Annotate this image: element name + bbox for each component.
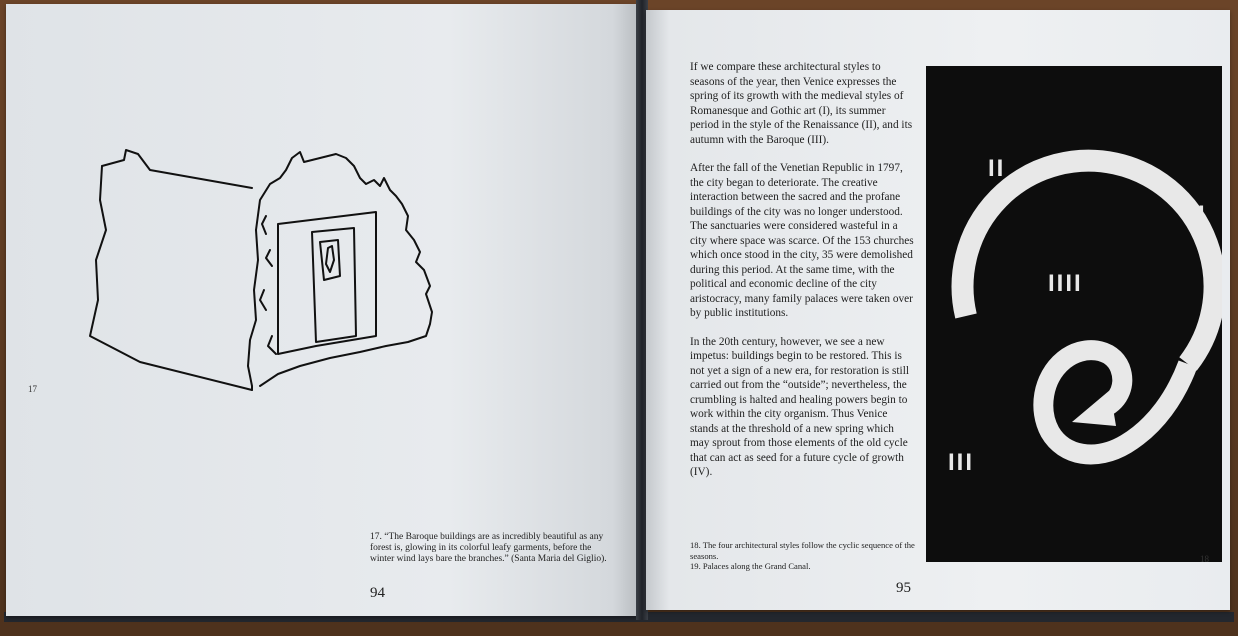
label-ii: II	[988, 155, 1006, 182]
paragraph-seasons: If we compare these architectural styles to seasons of the year, then Venice expresses the spring of its growth with the medieval styles of Romanesque and Gothic art (I), its summer period in the style of the Renaissance (II), and its autumn with the Baroque (III).	[690, 61, 913, 146]
label-iv: IIII	[1048, 270, 1083, 297]
label-i: I	[1198, 201, 1205, 228]
figure-number-17: 17	[28, 384, 37, 394]
paragraph-decline: After the fall of the Venetian Republic in 1797, the city began to deteriorate. The creative interaction between the sacred and the profane buildings of the city was no longer understood. The sanctuaries were considered wasteful in a city where space was scarce. Of the 153 churches which once stood in the city, 35 were demolished during this period. At the same time, with the political and economic decline of the city aristocracy, many family palaces were taken over by public institutions.	[690, 162, 914, 319]
figure-19-caption: 19. Palaces along the Grand Canal.	[690, 561, 811, 571]
seasons-spiral-diagram	[926, 66, 1222, 562]
figure-17-caption: 17. “The Baroque buildings are as incredibly beautiful as any forest is, glowing in its colorful leafy garments, before the winter wind lays bare the branches.” (Santa Maria del Giglio).	[370, 532, 607, 564]
spiral-outer-arc	[963, 161, 1215, 364]
right-captions	[690, 540, 930, 572]
figure-number-18: 18	[1200, 554, 1209, 564]
page-number-right: 95	[896, 580, 911, 596]
page-number-left: 94	[370, 585, 385, 601]
spiral-inner-arc	[1043, 350, 1188, 454]
body-text	[690, 60, 915, 494]
figure-18-caption: 18. The four architectural styles follow the cyclic sequence of the seasons.	[690, 540, 915, 561]
spiral-arrowhead	[1072, 390, 1116, 426]
baroque-facade-drawing	[80, 140, 450, 400]
paragraph-restoration: In the 20th century, however, we see a new impetus: buildings begin to be restored. This is not yet a sign of a new era, for restoration is still carried out from the “outside”; nevertheless, the crumbling is halted and healing powers begin to work within the city organism. Thus Venice stands at the threshold of a new spring which may sprout from those elements of the old cycle that can act as seed for a future cycle of growth (IV).	[690, 335, 909, 478]
label-iii: III	[948, 449, 975, 476]
